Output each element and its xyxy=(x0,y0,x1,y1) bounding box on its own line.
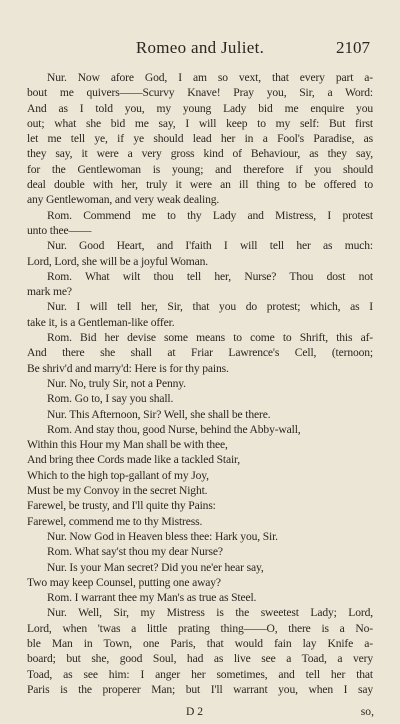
text-line: bout me quivers——Scurvy Knave! Pray you, Sir, a Word: xyxy=(27,86,373,100)
text-line: Nur. I will tell her, Sir, that you do protest; which, as I xyxy=(47,300,373,314)
text-line: Nur. This Afternoon, Sir? Well, she shall be there. xyxy=(47,407,271,421)
text-line: And as I told you, my young Lady bid me enquire you xyxy=(27,101,373,115)
text-line: Rom. Commend me to thy Lady and Mistress, I protest xyxy=(47,208,373,222)
text-line: for the Gentlewoman is young; and therefore if you should xyxy=(27,162,373,176)
text-line: Rom. Go to, I say you shall. xyxy=(47,392,174,406)
text-line: mark me? xyxy=(27,285,72,299)
text-line: Rom. Bid her devise some means to come to Shrift, this af- xyxy=(47,331,373,345)
text-line: Paris is the properer Man; but I'll warrant you, when I say xyxy=(27,682,373,696)
text-line: Nur. Good Heart, and I'faith I will tell her as much: xyxy=(47,239,373,253)
text-line: unto thee—— xyxy=(27,223,92,237)
text-line: out; what she bid me say, I will keep to my self: But first xyxy=(27,116,373,130)
text-line: Farewel, be trusty, and I'll quite thy Pains: xyxy=(27,499,216,513)
text-line: And there she shall at Friar Lawrence's Cell, (ternoon; xyxy=(27,346,373,360)
text-line: Nur. Now God in Heaven bless thee: Hark you, Sir. xyxy=(47,529,278,543)
text-line: And bring thee Cords made like a tackled Stair, xyxy=(27,453,241,467)
text-line: Rom. And stay thou, good Nurse, behind the Abby-wall, xyxy=(47,422,301,436)
text-line: let me tell ye, if ye should lead her in a Fool's Paradise, as xyxy=(27,132,373,146)
text-line: Nur. Is your Man secret? Did you ne'er hear say, xyxy=(47,560,264,574)
text-line: any Gentlewoman, and very weak dealing. xyxy=(27,193,220,207)
text-line: deal double with her, truly it were an ill thing to be offered to xyxy=(27,178,373,192)
text-line: Nur. Now afore God, I am so vext, that every part a- xyxy=(47,71,373,84)
text-line: take it, is a Gentleman-like offer. xyxy=(27,315,175,329)
catchword: so, xyxy=(360,705,374,718)
text-line: Nur. No, truly Sir, not a Penny. xyxy=(47,376,186,390)
text-line: Two may keep Counsel, putting one away? xyxy=(27,575,221,589)
text-line: Lord, when 'twas a little prating thing——O, there is a No- xyxy=(27,621,373,635)
text-line: Toad, as see him: I anger her sometimes, and tell her that xyxy=(27,667,373,681)
page-header xyxy=(0,38,400,60)
text-line: Nur. Well, Sir, my Mistress is the sweetest Lady; Lord, xyxy=(47,606,373,620)
text-line: board; but she, good Soul, had as live see a Toad, a very xyxy=(27,652,373,666)
signature-mark: D 2 xyxy=(186,705,204,718)
text-line: Rom. I warrant thee my Man's as true as Steel. xyxy=(47,591,257,605)
text-line: Be shriv'd and marry'd: Here is for thy pains. xyxy=(27,361,229,375)
page-number: 2107 xyxy=(336,38,370,57)
text-line: Rom. What say'st thou my dear Nurse? xyxy=(47,545,223,559)
text-line: Within this Hour my Man shall be with thee, xyxy=(27,438,228,452)
text-line: Rom. What wilt thou tell her, Nurse? Thou dost not xyxy=(47,269,373,283)
text-line: Must be my Convoy in the secret Night. xyxy=(27,484,208,498)
text-line: they say, it were a very gross kind of Behaviour, as they say, xyxy=(27,147,373,161)
running-title-text: Romeo and Juliet. xyxy=(135,38,265,57)
text-line: Which to the high top-gallant of my Joy, xyxy=(27,468,209,482)
body-text xyxy=(27,70,373,697)
text-line: Farewel, commend me to thy Mistress. xyxy=(27,514,203,528)
text-line: ble Man in Town, one Paris, that would fain lay Knife a- xyxy=(27,636,373,650)
text-line: Lord, Lord, she will be a joyful Woman. xyxy=(27,254,209,268)
